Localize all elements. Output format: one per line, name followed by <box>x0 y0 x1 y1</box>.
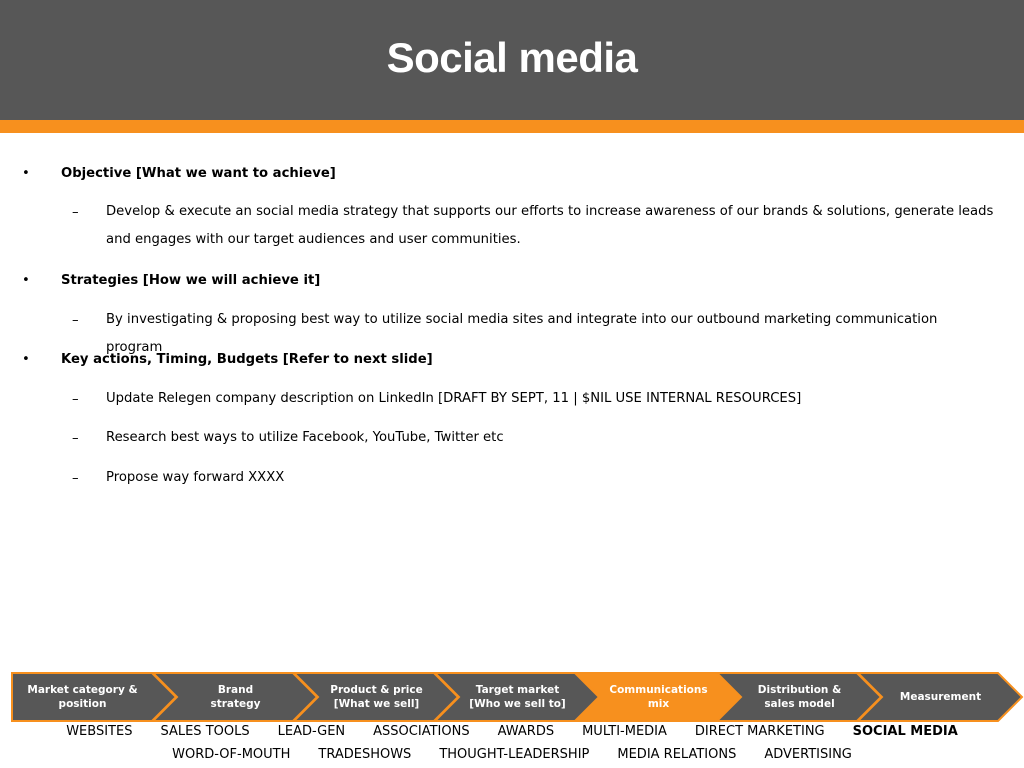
channel-tag: MEDIA RELATIONS <box>617 747 737 762</box>
process-step-label: Distribution & sales model <box>757 684 842 710</box>
action-text: Propose way forward XXXX <box>106 470 285 485</box>
process-step-label: Product & price [What we sell] <box>330 684 423 710</box>
channel-tag: MULTI-MEDIA <box>582 724 667 739</box>
channel-tag: WORD-OF-MOUTH <box>172 747 291 762</box>
dash-icon: – <box>72 205 79 220</box>
action-text: Update Relegen company description on LinkedIn [DRAFT BY SEPT, 11 | $NIL USE INTERNAL RESOURCES] <box>106 391 802 406</box>
channel-tag-active: SOCIAL MEDIA <box>852 724 958 739</box>
slide-title: Social media <box>386 34 638 81</box>
dash-icon: – <box>72 431 79 446</box>
channel-tag: ADVERTISING <box>764 747 852 762</box>
channel-tag: THOUGHT-LEADERSHIP <box>439 747 590 762</box>
process-step-label: Market category & position <box>27 684 138 710</box>
bullet-icon: • <box>22 352 30 367</box>
channel-row-2 <box>0 747 1024 762</box>
strategies-detail: By investigating & proposing best way to utilize social media sites and integrate into our outbound marketing communication program <box>106 312 938 355</box>
objective-detail: Develop & execute an social media strategy that supports our efforts to increase awareness of our brands & solutions, generate leads and engages with our target audiences and user communities. <box>106 204 994 247</box>
channel-row-1 <box>0 724 1024 739</box>
channel-tag: ASSOCIATIONS <box>373 724 470 739</box>
process-step-label: Target market [Who we sell to] <box>469 684 566 710</box>
channel-tag: WEBSITES <box>66 724 133 739</box>
process-flow <box>0 672 1024 722</box>
channel-tag: AWARDS <box>497 724 555 739</box>
strategies-heading: Strategies [How we will achieve it] <box>61 273 321 288</box>
dash-icon: – <box>72 313 79 328</box>
channel-tag: SALES TOOLS <box>160 724 250 739</box>
channel-tag: LEAD-GEN <box>277 724 346 739</box>
process-step-label: Communications mix <box>609 684 708 710</box>
actions-heading: Key actions, Timing, Budgets [Refer to next slide] <box>61 352 433 367</box>
process-step-label: Measurement <box>899 691 982 703</box>
channel-tag: DIRECT MARKETING <box>694 724 825 739</box>
dash-icon: – <box>72 471 79 486</box>
bullet-icon: • <box>22 166 30 181</box>
channel-tag: TRADESHOWS <box>318 747 412 762</box>
objective-heading: Objective [What we want to achieve] <box>61 166 336 181</box>
action-text: Research best ways to utilize Facebook, YouTube, Twitter etc <box>106 430 504 445</box>
bullet-icon: • <box>22 273 30 288</box>
dash-icon: – <box>72 392 79 407</box>
process-step-label: Brand strategy <box>210 684 261 710</box>
